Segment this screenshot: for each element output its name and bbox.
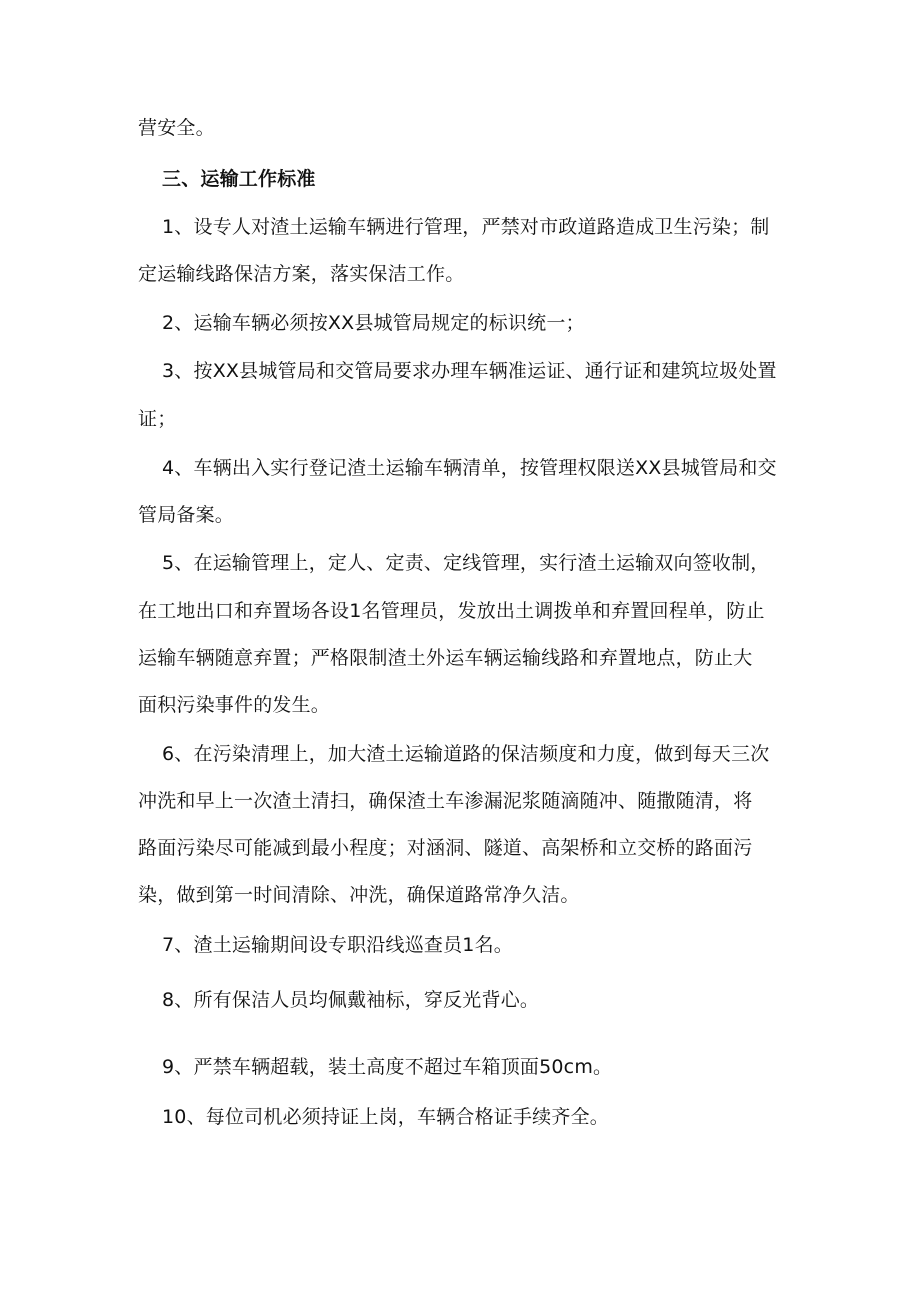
item-6-line-3: 路面污染尽可能减到最小程度；对涵洞、隧道、高架桥和立交桥的路面污 — [138, 837, 753, 859]
item-4-line-2: 管局备案。 — [138, 504, 235, 526]
item-5-line-4: 面积污染事件的发生。 — [138, 694, 331, 716]
item-5-line-1: 5、在运输管理上，定人、定责、定线管理，实行渣土运输双向签收制， — [162, 552, 770, 574]
continuation-text: 营安全。 — [138, 117, 215, 139]
item-7-line-1: 7、渣土运输期间设专职沿线巡查员1名。 — [162, 934, 513, 956]
item-10-line-1: 10、每位司机必须持证上岗，车辆合格证手续齐全。 — [162, 1106, 609, 1128]
item-5-line-3: 运输车辆随意弃置；严格限制渣土外运车辆运输线路和弃置地点，防止大 — [138, 647, 753, 669]
item-1-line-2: 定运输线路保洁方案，落实保洁工作。 — [138, 263, 465, 285]
item-6-line-1: 6、在污染清理上，加大渣土运输道路的保洁频度和力度，做到每天三次 — [162, 743, 770, 765]
item-2-line-1: 2、运输车辆必须按XX县城管局规定的标识统一； — [162, 312, 585, 334]
item-5-line-2: 在工地出口和弃置场各设1名管理员，发放出土调拨单和弃置回程单，防止 — [138, 600, 765, 622]
item-8-line-1: 8、所有保洁人员均佩戴袖标，穿反光背心。 — [162, 989, 540, 1011]
item-3-line-1: 3、按XX县城管局和交管局要求办理车辆准运证、通行证和建筑垃圾处置 — [162, 360, 777, 382]
item-6-line-2: 冲洗和早上一次渣土清扫，确保渣土车渗漏泥浆随滴随冲、随撒随清，将 — [138, 790, 753, 812]
section-heading: 三、运输工作标准 — [162, 168, 316, 190]
item-3-line-2: 证； — [138, 408, 177, 430]
item-9-line-1: 9、严禁车辆超载，装土高度不超过车箱顶面50cm。 — [162, 1056, 613, 1078]
item-1-line-1: 1、设专人对渣土运输车辆进行管理，严禁对市政道路造成卫生污染；制 — [162, 216, 770, 238]
item-6-line-4: 染，做到第一时间清除、冲洗，确保道路常净久洁。 — [138, 884, 580, 906]
item-4-line-1: 4、车辆出入实行登记渣土运输车辆清单，按管理权限送XX县城管局和交 — [162, 457, 777, 479]
